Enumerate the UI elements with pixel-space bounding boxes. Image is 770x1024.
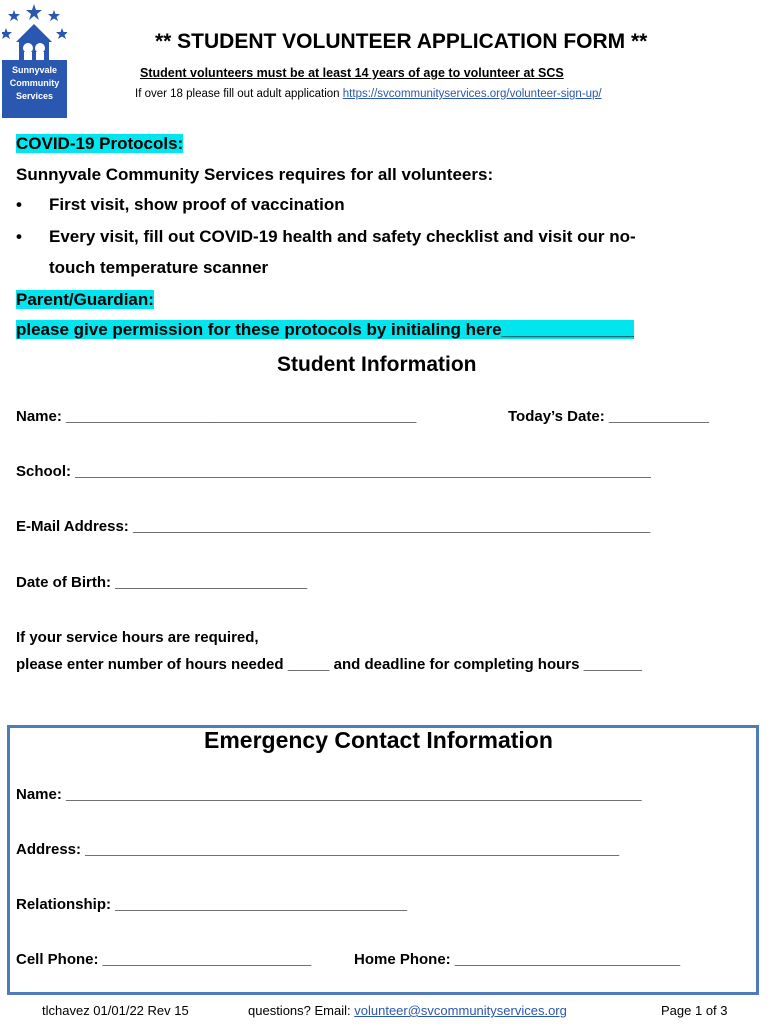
covid-item-1: First visit, show proof of vaccination [49,195,345,214]
bullet-1: • [16,195,22,214]
age-requirement: Student volunteers must be at least 14 years of age to volunteer at SCS [140,66,564,80]
bullet-2: • [16,227,22,246]
adult-note-text: If over 18 please fill out adult application [135,88,340,100]
logo-graphic [2,2,67,62]
parent-heading: Parent/Guardian: [16,290,154,309]
questions-label: questions? Email: [248,1003,351,1018]
form-title: ** STUDENT VOLUNTEER APPLICATION FORM ** [155,30,648,53]
scs-logo [2,2,67,117]
questions-line [248,1003,567,1018]
emergency-heading: Emergency Contact Information [204,727,553,753]
covid-item-2: Every visit, fill out COVID-19 health and safety checklist and visit our no- [49,227,636,246]
parent-permission-field[interactable]: please give permission for these protocols by initialing here______________ [16,320,634,339]
covid-item-2-cont: touch temperature scanner [49,258,269,277]
home-phone-field[interactable]: Home Phone: ___________________________ [354,951,681,968]
student-info-heading: Student Information [277,353,477,376]
hours-needed-field[interactable]: please enter number of hours needed _____ and deadline for completing hours _______ [16,656,643,673]
volunteer-email-link[interactable]: volunteer@svcommunityservices.org [354,1003,567,1018]
adult-application-link[interactable]: https://svcommunityservices.org/volunteer-sign-up/ [342,88,602,100]
school-field[interactable]: School: _____________________________________________________________________ [16,463,651,480]
dob-field[interactable]: Date of Birth: _______________________ [16,574,308,591]
hours-required-label: If your service hours are required, [16,629,259,646]
revision-info: tlchavez 01/01/22 Rev 15 [42,1003,189,1018]
emergency-name-field[interactable]: Name: _____________________________________________________________________ [16,786,642,803]
relationship-field[interactable]: Relationship: ___________________________________ [16,896,408,913]
email-field[interactable]: E-Mail Address: ______________________________________________________________ [16,518,651,535]
adult-note [135,88,602,100]
covid-intro: Sunnyvale Community Services requires for all volunteers: [16,165,494,184]
emergency-address-field[interactable]: Address: ________________________________________________________________ [16,841,620,858]
student-name-field[interactable]: Name: __________________________________________ [16,408,417,425]
cell-phone-field[interactable]: Cell Phone: _________________________ [16,951,312,968]
logo-text: Sunnyvale Community Services [9,65,60,101]
todays-date-field[interactable]: Today’s Date: ____________ [508,408,709,425]
page-number: Page 1 of 3 [661,1003,728,1018]
covid-heading: COVID-19 Protocols: [16,134,184,153]
